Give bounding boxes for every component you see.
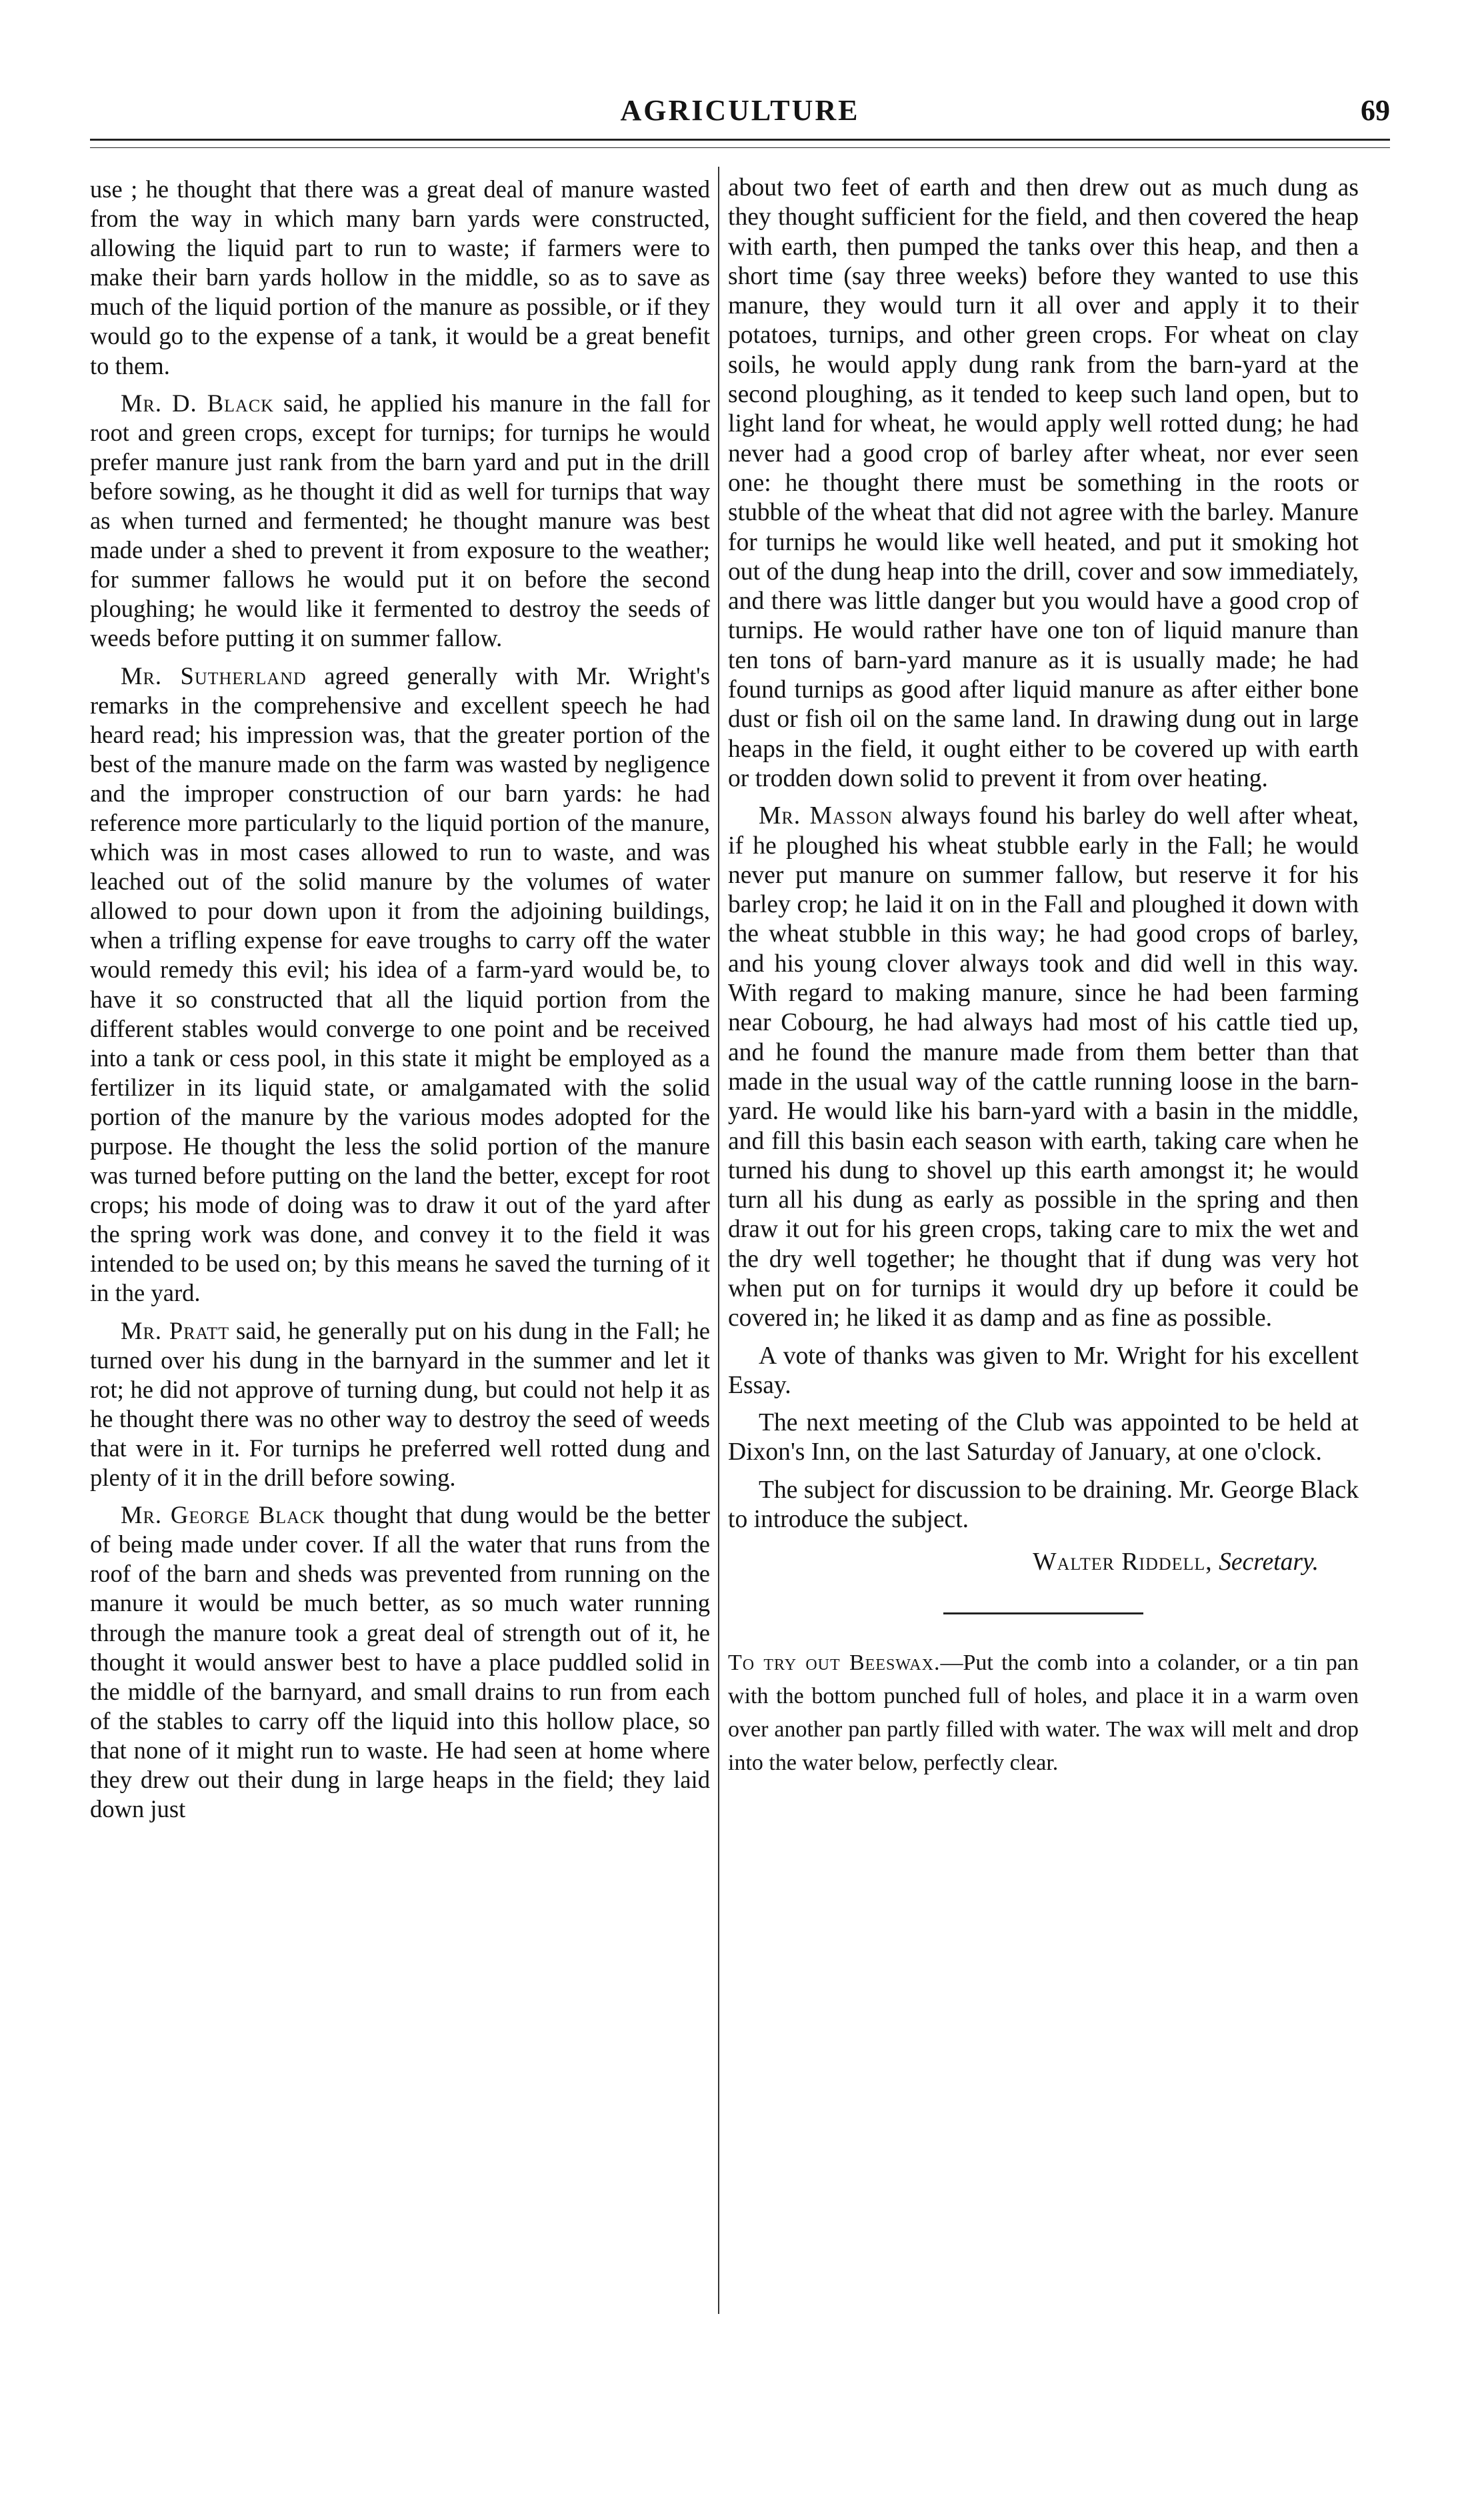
speaker-name: Mr. Sutherland (121, 662, 307, 690)
paragraph-text: agreed generally with Mr. Wright's remarks in the comprehensive and excellent speech he had heard read; his impression was, that the greater portion of the best of the manure made on the farm was wasted by negligence and the improper construction of our barn yards: he had reference more particularly to the liquid portion of the manure, which was in most cases allowed to run to waste, and was leached out of the solid manure by the volumes of water allowed to pour down upon it from the adjoining buildings, when a trifling expense for eave troughs to carry off the water would remedy this evil; his idea of a farm-yard would be, to have it so constructed that all the liquid portion from the different stables would converge to one point and be received into a tank or cess pool, in this state it might be employed as a fertilizer in its liquid state, or amalgamated with the solid portion of the manure by the various modes adopted for the purpose. He thought the less the solid portion of the manure was turned before putting on the land the better, except for root crops; his mode of doing was to draw it out of the yard after the spring work was done, and convey it to the field it was intended to be used on; by this means he saved the turning of it in the yard. (90, 662, 710, 1307)
signature-name: Walter Riddell, (1033, 1548, 1213, 1576)
section-rule (943, 1612, 1143, 1614)
paragraph (90, 1316, 710, 1493)
signature-role: Secretary. (1219, 1548, 1319, 1576)
section-title: AGRICULTURE (620, 94, 860, 127)
running-head (90, 93, 1390, 133)
paragraph (90, 389, 710, 654)
note-text: —Put the comb into a colander, or a tin pan with the bottom punched full of holes, and place it in a warm oven over another pan partly filled with water. The wax will melt and drop into the water below, perfectly clear. (728, 1650, 1359, 1775)
paragraph: The subject for discussion to be draining. Mr. George Black to introduce the subject. (728, 1476, 1359, 1534)
paragraph-text: thought that dung would be the better of being made under cover. If all the water that runs from the roof of the barn and sheds was prevented from running on the manure it would be much better, as so much water running through the manure took a great deal of strength out of it, he thought it would answer best to have a place puddled solid in the middle of the barnyard, and small drains to run from each of the stables to carry off the liquid into this hollow place, so that none of it might run to waste. He had seen at home where they drew out their dung in large heaps in the field; they laid down just (90, 1501, 710, 1823)
paragraph: about two feet of earth and then drew out as much dung as they thought sufficient for the field, and then covered the heap with earth, then pumped the tanks over this heap, and then a short time (say three weeks) before they wanted to use this manure, they would turn it all over and apply it to their potatoes, turnips, and other green crops. For wheat on clay soils, he would apply dung rank from the barn-yard at the second ploughing, as it tended to keep such land open, but to light land for wheat, he would apply well rotted dung; he had never had a good crop of barley after wheat, nor ever seen one: he thought there must be something in the roots or stubble of the wheat that did not agree with the barley. Manure for turnips he would like well heated, and put it smoking hot out of the dung heap into the drill, cover and sow immediately, and there was little danger but you would have a good crop of turnips. He would rather have one ton of liquid manure than ten tons of barn-yard manure as it is usually made; he had found turnips as good after liquid manure as after either bone dust or fish oil on the same land. In drawing dung out in large heaps in the field, it ought either to be covered up with earth or trodden down solid to prevent it from over heating. (728, 174, 1359, 792)
header-rule (90, 139, 1390, 148)
speaker-name: Mr. D. Black (121, 389, 274, 417)
paragraph: A vote of thanks was given to Mr. Wright for his excellent Essay. (728, 1342, 1359, 1399)
paragraph-text: said, he generally put on his dung in the Fall; he turned over his dung in the barnyard in the summer and let it rot; he did not approve of turning dung, but could not help it as he thought there was no other way to destroy the seed of weeds that were in it. For turnips he preferred well rotted dung and plenty of it in the drill before sowing. (90, 1316, 711, 1492)
signature (728, 1548, 1359, 1577)
right-column (728, 173, 1359, 1780)
paragraph (90, 1500, 710, 1824)
note-heading: To try out Beeswax. (728, 1650, 941, 1675)
paragraph: use ; he thought that there was a great deal of manure wasted from the way in which many barn yards were constructed, allowing the liquid part to run to waste; if farmers were to make their barn yards hollow in the middle, so as to save as much of the liquid portion of the manure as possible, or if they would go to the expense of a tank, it would be a great benefit to them. (90, 175, 710, 379)
page-number: 69 (1361, 94, 1390, 127)
paragraph (728, 802, 1359, 1333)
paragraph-text: said, he applied his manure in the fall for root and green crops, except for turnips; for turnips he would prefer manure just rank from the barn yard and put in the drill before sowing, as he thought it did as well for turnips that way as when turned and fermented; he thought manure was best made under a shed to prevent it from exposure to the weather; for summer fallows he would put it on before the second ploughing; he would like it fermented to destroy the seeds of weeds before putting it on summer fallow. (90, 389, 710, 652)
note-paragraph (728, 1646, 1359, 1780)
paragraph: The next meeting of the Club was appointed to be held at Dixon's Inn, on the last Saturday of January, at one o'clock. (728, 1409, 1359, 1466)
speaker-name: Mr. Masson (759, 802, 893, 830)
column-divider (718, 167, 719, 2314)
speaker-name: Mr. Pratt (121, 1316, 230, 1344)
paragraph (90, 662, 710, 1308)
left-column (90, 175, 710, 1824)
speaker-name: Mr. George Black (121, 1501, 326, 1529)
paragraph-text: always found his barley do well after wheat, if he ploughed his wheat stubble early in the Fall; he would never put manure on summer fallow, but reserve it for his barley crop; he laid it on in the Fall and ploughed it down with the wheat stubble in this way; he had good crops of barley, and his young clover always took and did well in this way. With regard to making manure, since he had been farming near Cobourg, he had always had most of his cattle tied up, and he found the manure made from them better than that made in the usual way of the cattle running loose in the barn-yard. He would like his barn-yard with a basin in the middle, and fill this basin each season with earth, taking care when he turned his dung to shovel up this earth amongst it; he would turn all his dung as early as possible in the spring and then draw it out for his green crops, taking care to mix the wet and the dry well together; he thought that if dung was very hot when put on for turnips it would dry up before it could be covered in; he liked it as damp and as fine as possible. (728, 802, 1359, 1332)
